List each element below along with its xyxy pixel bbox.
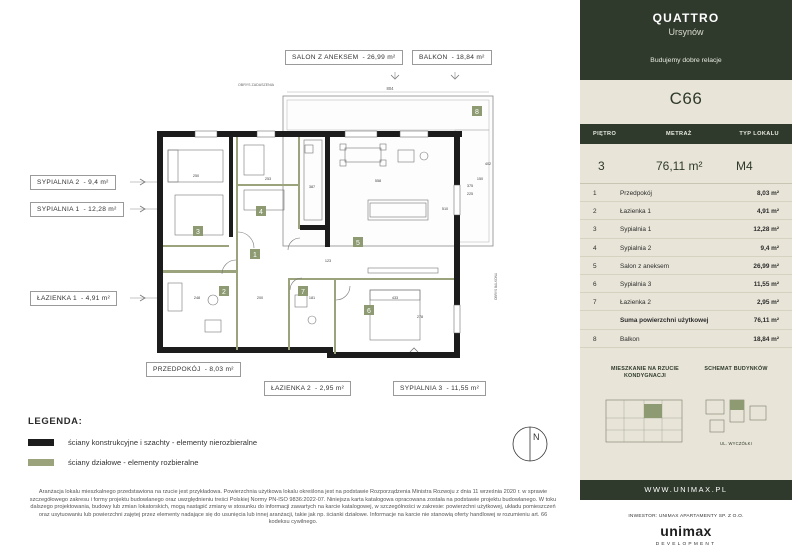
- dim-label: 250: [192, 174, 200, 178]
- legend-text: ściany konstrukcyjne i szachty - elementy nierozbieralne: [68, 437, 258, 447]
- room-row: [580, 257, 792, 275]
- callout-label: PRZEDPOKÓJ: [153, 366, 201, 373]
- dim-label: 510: [441, 207, 449, 211]
- legend-item-structural: [28, 436, 257, 448]
- callout-label: BALKON: [419, 54, 448, 61]
- room-area: 12,28 m²: [753, 226, 779, 234]
- room-area: 26,99 m²: [753, 262, 779, 270]
- room-num: 6: [593, 280, 597, 288]
- room-name: Łazienka 2: [620, 299, 651, 307]
- room-area: 11,55 m²: [753, 280, 779, 288]
- room-num: 4: [593, 244, 597, 252]
- dim-label: 558: [374, 179, 382, 183]
- callout-value: - 26,99 m²: [362, 54, 396, 61]
- callout-label: SALON Z ANEKSEM: [292, 54, 359, 61]
- callout-value: - 2,95 m²: [315, 385, 345, 392]
- room-row: [580, 275, 792, 293]
- room-area: 9,4 m²: [760, 244, 779, 252]
- callout-value: - 12,28 m²: [83, 206, 117, 213]
- apartment-area: 76,11 m²: [656, 159, 703, 173]
- floor-position-map: [604, 396, 684, 446]
- total-name: Suma powierzchni użytkowej: [620, 317, 709, 325]
- room-area: 4,91 m²: [756, 208, 779, 216]
- building-scheme-map: [700, 396, 772, 436]
- dim-label: 150: [476, 177, 484, 181]
- apartment-header-bar: [580, 124, 792, 144]
- room-num: 2: [593, 208, 597, 216]
- room-row: [580, 202, 792, 220]
- room-num: 7: [593, 299, 597, 307]
- floor-position-label: MIESZKANIE NA RZUCIE KONDYGNACJI: [611, 366, 679, 379]
- room-list: [580, 184, 792, 348]
- svg-text:N: N: [533, 432, 540, 442]
- dim-label: 181: [308, 296, 316, 300]
- room-num: 3: [593, 226, 597, 234]
- room-name: Przedpokój: [620, 190, 652, 197]
- dim-label: 387: [308, 185, 316, 189]
- room-number-3: 3: [196, 229, 200, 236]
- room-name: Salon z aneksem: [620, 262, 670, 270]
- room-area: 2,95 m²: [756, 299, 779, 307]
- room-row: [580, 184, 792, 202]
- brand-name: QUATTRO: [652, 11, 720, 25]
- room-number-4: 4: [259, 209, 263, 216]
- obrys-label: OBRYS ZADASZENIA: [238, 83, 275, 87]
- callout-value: - 18,84 m²: [451, 54, 485, 61]
- apartment-type: M4: [736, 159, 753, 173]
- dim-label: 375: [466, 184, 474, 188]
- room-name: Łazienka 1: [620, 208, 651, 216]
- info-panel: [580, 0, 792, 560]
- callout-value: - 9,4 m²: [83, 179, 109, 186]
- developer-logo: unimax: [660, 523, 712, 539]
- callout-label: SYPIALNIA 1: [37, 206, 80, 213]
- website-link[interactable]: WWW.UNIMAX.PL: [580, 480, 792, 500]
- north-compass-icon: [510, 424, 550, 464]
- investor-text: INWESTOR: UNIMAX APARTAMENTY SP. Z O.O.: [628, 514, 744, 519]
- room-row: [580, 293, 792, 311]
- developer-logo-subtitle: DEVELOPMENT: [655, 542, 717, 547]
- room-name: Sypialnia 2: [620, 244, 652, 252]
- dim-label: 278: [416, 315, 424, 319]
- callout-label: SYPIALNIA 2: [37, 179, 80, 186]
- brand-header: [580, 0, 792, 80]
- dim-804: 804: [386, 86, 394, 91]
- callout-label: ŁAZIENKA 2: [271, 385, 312, 392]
- apartment-floor: 3: [598, 159, 605, 173]
- room-number-2: 2: [222, 289, 226, 296]
- room-number-1: 1: [253, 252, 257, 259]
- room-num: 5: [593, 262, 597, 270]
- header-area: METRAŻ: [666, 131, 692, 137]
- callout-label: SYPIALNIA 3: [400, 385, 443, 392]
- dim-label: 402: [484, 162, 492, 166]
- dim-label: 248: [193, 296, 201, 300]
- dim-label: 253: [264, 177, 272, 181]
- dim-label: 433: [391, 296, 399, 300]
- legend-text: ściany działowe - elementy rozbieralne: [68, 457, 199, 467]
- room-name: Sypialnia 1: [620, 226, 652, 234]
- balcony-num: 8: [593, 335, 597, 343]
- room-row: [580, 220, 792, 238]
- callout-label: ŁAZIENKA 1: [37, 295, 78, 302]
- room-name: Sypialnia 3: [620, 280, 652, 288]
- room-row: [580, 239, 792, 257]
- legend-item-partition: [28, 456, 198, 468]
- callout-value: - 4,91 m²: [81, 295, 111, 302]
- callout-value: - 11,55 m²: [446, 385, 480, 392]
- apartment-code: C66: [669, 89, 703, 108]
- disclaimer-text: Aranżacja lokalu mieszkalnego przedstawiona na rzucie jest przykładowa. Powierzchnia użytkowa lokalu określona jest na podstawie Rozporządzenia Ministra Rozwoju z dnia 11 września 2020 r. w sprawie szczegółowego zakresu i formy projektu budowlanego oraz uwzględnieniu treści Polskiej Normy PN-ISO 9836:2022-07. Niniejsza karta katalogowa opracowana została na podstawie projektu budowlanego. W toku dalszego projektowania, budowy lub zmian lokatorskich, mogą nastąpić zmiany w stosunku do informacji zawartych na karcie katalogowej, w szczególności w zakresie: powierzchni użytkowej, układu pomieszczeń oraz usytuowaniu lub powierzchni zajętej przez elementy nadające się do usunięcia lub innej aranżacji, takie jak np. ścianki działowe. Informacje na karcie nie stanowią oferty handlowej w rozumieniu art. 66 kodeksu cywilnego.: [29, 489, 557, 526]
- legend-title: LEGENDA:: [28, 416, 83, 427]
- dim-label: 123: [324, 259, 332, 263]
- legend-swatch-partition: [28, 459, 54, 466]
- total-area: 76,11 m²: [753, 317, 779, 325]
- total-area-row: [580, 311, 792, 329]
- balcony-area: 18,84 m²: [753, 335, 779, 343]
- dim-label: 225: [466, 192, 474, 196]
- room-area: 8,03 m²: [756, 190, 779, 197]
- brand-location: Ursynów: [668, 27, 704, 37]
- header-floor: PIĘTRO: [593, 131, 617, 137]
- room-number-8: 8: [475, 109, 479, 116]
- street-label: UL. WYCZÓŁKI: [720, 441, 752, 446]
- obrys-side-label: OBRYS BALKONU: [494, 272, 498, 300]
- callout-value: - 8,03 m²: [204, 366, 234, 373]
- room-number-5: 5: [356, 240, 360, 247]
- balcony-name: Balkon: [620, 335, 640, 343]
- room-number-7: 7: [301, 289, 305, 296]
- room-num: 1: [593, 190, 597, 197]
- dim-label: 200: [256, 296, 264, 300]
- legend-swatch-structural: [28, 439, 54, 446]
- room-number-6: 6: [367, 308, 371, 315]
- header-type: TYP LOKALU: [739, 131, 779, 137]
- brand-tagline: Budujemy dobre relacje: [650, 57, 722, 64]
- building-scheme-label: SCHEMAT BUDYNKÓW: [704, 366, 768, 372]
- balcony-row: [580, 330, 792, 348]
- apartment-main-row: [580, 144, 792, 184]
